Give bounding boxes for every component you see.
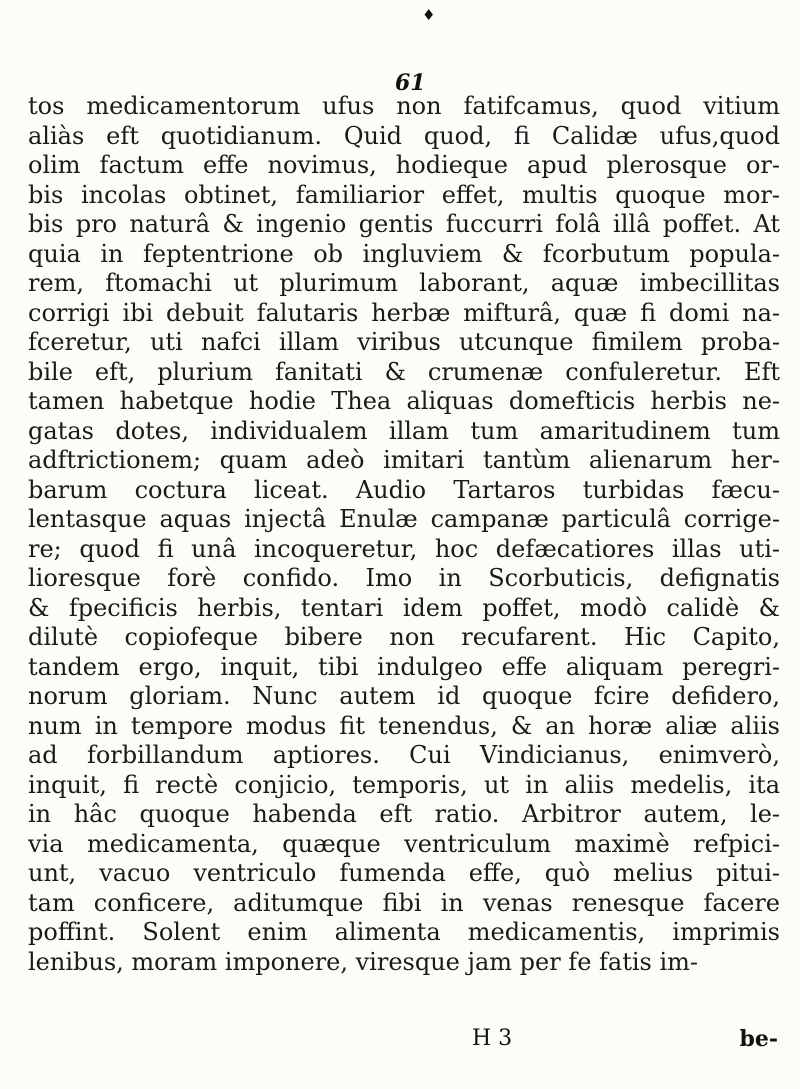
text-line-30: lenibus, moram imponere, viresque jam per fe fatis im- xyxy=(28,947,699,976)
text-line-27: unt, vacuo ventriculo fumenda effe, quò melius pitui- xyxy=(28,859,780,887)
text-line-28: tam conficere, aditumque fibi in venas renesque facere xyxy=(28,888,780,917)
page-number: 61 xyxy=(395,70,426,96)
text-line-18: & fpecificis herbis, tentari idem poffet, modò calidè & xyxy=(28,593,780,622)
text-line-22: num in tempore modus fit tenendus, & an horæ aliæ aliis xyxy=(28,711,780,740)
text-line-4: bis incolas obtinet, familiarior effet, multis quoque mor- xyxy=(28,180,780,209)
text-line-21: norum gloriam. Nunc autem id quoque fcire defidero, xyxy=(28,682,780,710)
text-line-26: via medicamenta, quæque ventriculum maximè refpici- xyxy=(28,829,780,858)
text-line-6: quia in feptentrione ob ingluviem & fcorbutum popula- xyxy=(28,239,780,268)
catchword: be- xyxy=(739,1026,778,1052)
text-line-24: inquit, fi rectè conjicio, temporis, ut in aliis medelis, ita xyxy=(28,770,780,799)
text-line-9: fceretur, uti nafci illam viribus utcunque fimilem proba- xyxy=(28,328,780,356)
text-line-1: tos medicamentorum ufus non fatifcamus, quod vitium xyxy=(28,92,780,120)
text-line-13: adftrictionem; quam adeò imitari tantùm alienarum her- xyxy=(28,446,780,474)
text-line-23: ad forbillandum aptiores. Cui Vindicianus, enimverò, xyxy=(28,741,780,769)
text-line-11: tamen habetque hodie Thea aliquas domefticis herbis ne- xyxy=(28,387,780,415)
text-line-29: poffint. Solent enim alimenta medicamentis, imprimis xyxy=(28,918,780,946)
signature-mark: H 3 xyxy=(472,1026,513,1051)
text-line-12: gatas dotes, individualem illam tum amaritudinem tum xyxy=(28,416,780,445)
text-line-2: aliàs eft quotidianum. Quid quod, fi Calidæ ufus,quod xyxy=(28,121,780,150)
text-line-10: bile eft, plurium fanitati & crumenæ confuleretur. Eft xyxy=(28,357,780,386)
text-line-7: rem, ftomachi ut plurimum laborant, aquæ imbecillitas xyxy=(28,269,780,297)
text-line-20: tandem ergo, inquit, tibi indulgeo effe aliquam peregri- xyxy=(28,652,780,681)
text-line-3: olim factum effe novimus, hodieque apud plerosque or- xyxy=(28,151,780,179)
ornament-mark: ♦ xyxy=(422,6,436,24)
text-line-17: lioresque forè confido. Imo in Scorbuticis, defignatis xyxy=(28,564,780,592)
text-line-19: dilutè copiofeque bibere non recufarent. Hic Capito, xyxy=(28,623,780,651)
text-line-14: barum coctura liceat. Audio Tartaros turbidas fæcu- xyxy=(28,475,780,504)
text-line-5: bis pro naturâ & ingenio gentis fuccurri folâ illâ poffet. At xyxy=(28,210,780,238)
text-line-25: in hâc quoque habenda eft ratio. Arbitror autem, le- xyxy=(28,800,780,828)
text-line-16: re; quod fi unâ incoqueretur, hoc defæcatiores illas uti- xyxy=(28,534,780,563)
text-line-15: lentasque aquas injectâ Enulæ campanæ particulâ corrige- xyxy=(28,505,780,533)
body-text xyxy=(28,92,780,977)
text-line-8: corrigi ibi debuit falutaris herbæ mifturâ, quæ fi domi na- xyxy=(28,298,780,327)
